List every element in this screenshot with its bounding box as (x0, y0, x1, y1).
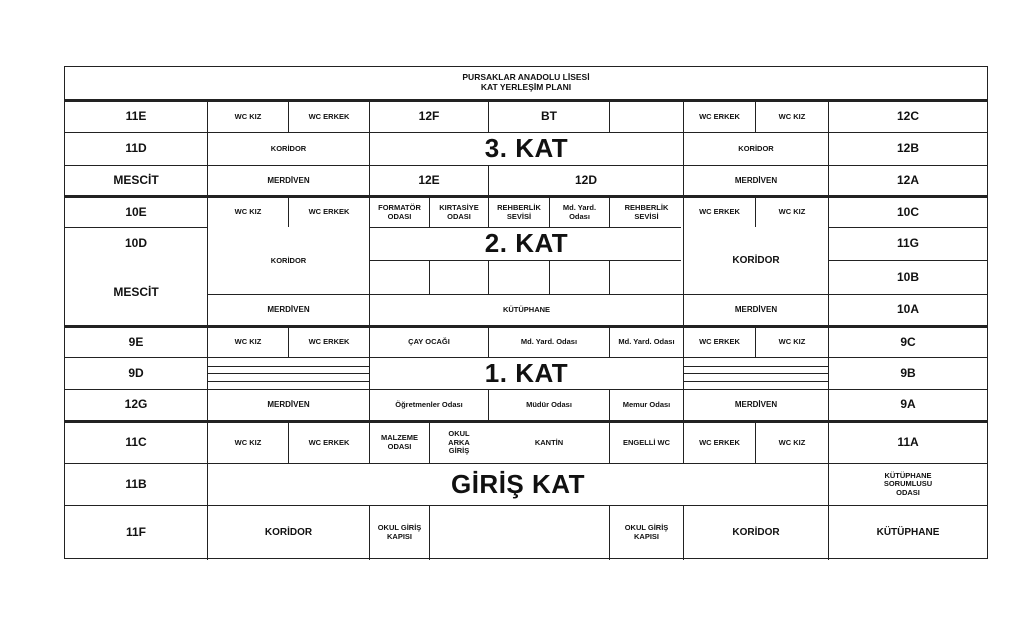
divider (549, 260, 550, 294)
merdiven: MERDİVEN (734, 175, 778, 185)
okul-arka-giris: OKUL ARKA GİRİŞ (448, 429, 470, 456)
mudur-odasi: Müdür Odası (526, 399, 572, 409)
wc-kiz: WC KIZ (234, 111, 262, 121)
room-10a: 10A (896, 302, 919, 317)
room-10c: 10C (896, 204, 919, 219)
room-12d: 12D (574, 172, 597, 187)
wc-kiz: WC KIZ (234, 437, 262, 447)
room-10d: 10D (124, 236, 147, 251)
md-yard-odasi: Md. Yard. Odası (562, 202, 597, 221)
room-12g: 12G (124, 397, 148, 412)
okul-giris-kapisi: OKUL GİRİŞ KAPISI (624, 523, 669, 541)
floor-1-title: 1. KAT (484, 357, 569, 388)
divider (683, 381, 828, 382)
wc-erkek: WC ERKEK (699, 337, 740, 347)
wc-kiz: WC KIZ (234, 337, 262, 347)
room-11f: 11F (125, 525, 146, 540)
koridor: KORİDOR (270, 255, 307, 265)
kirtasiye-odasi: KIRTASİYE ODASI (439, 202, 479, 221)
ogretmenler-odasi: Öğretmenler Odası (395, 399, 463, 409)
room-9d: 9D (128, 365, 144, 380)
mescit: MESCİT (113, 172, 159, 187)
koridor: KORİDOR (732, 255, 780, 267)
wc-kiz: WC KIZ (778, 111, 806, 121)
divider (429, 505, 430, 560)
wc-kiz: WC KIZ (778, 437, 806, 447)
wc-erkek: WC ERKEK (308, 437, 350, 447)
wc-erkek: WC ERKEK (308, 207, 350, 217)
koridor: KORİDOR (264, 527, 313, 539)
cay-ocagi: ÇAY OCAĞI (408, 337, 450, 347)
rehberlik-servisi: REHBERLİK SEVİSİ (497, 202, 541, 221)
room-12e: 12E (418, 172, 440, 187)
wc-erkek: WC ERKEK (699, 207, 740, 217)
wc-kiz: WC KIZ (234, 207, 262, 217)
md-yard-odasi: Md. Yard. Odası (618, 337, 675, 347)
merdiven: MERDİVEN (267, 305, 310, 315)
divider (609, 260, 610, 294)
md-yard-odasi: Md. Yard. Odası (520, 337, 578, 347)
room-12a: 12A (896, 172, 919, 187)
divider (609, 99, 610, 132)
ground-floor-title: GİRİŞ KAT (450, 468, 586, 499)
kantin: KANTİN (534, 437, 564, 447)
wc-erkek: WC ERKEK (308, 337, 350, 347)
malzeme-odasi: MALZEME ODASI (380, 433, 419, 451)
room-11g: 11G (896, 236, 920, 251)
wc-kiz: WC KIZ (778, 207, 806, 217)
divider (429, 260, 430, 294)
school-name: PURSAKLAR ANADOLU LİSESİ (462, 72, 590, 83)
wc-erkek: WC ERKEK (699, 111, 740, 121)
room-12f: 12F (418, 109, 440, 124)
divider (207, 366, 369, 367)
room-11c: 11C (125, 435, 147, 450)
merdiven: MERDİVEN (267, 400, 310, 410)
merdiven: MERDİVEN (734, 305, 778, 315)
floor-2-title: 2. KAT (484, 228, 569, 259)
kutuphane: KÜTÜPHANE (502, 304, 551, 314)
wc-erkek: WC ERKEK (699, 437, 740, 447)
room-11a: 11A (897, 435, 919, 450)
wc-erkek: WC ERKEK (308, 111, 350, 121)
room-10b: 10B (896, 269, 919, 284)
okul-giris-kapisi: OKUL GİRİŞ KAPISI (377, 523, 422, 541)
divider (369, 260, 681, 261)
koridor: KORİDOR (270, 143, 307, 153)
plan-subtitle: KAT YERLEŞİM PLANI (480, 82, 572, 92)
floor-3-title: 3. KAT (484, 133, 569, 164)
room-12c: 12C (896, 109, 919, 124)
wc-kiz: WC KIZ (778, 337, 806, 347)
floor-plan (64, 66, 988, 559)
room-11b: 11B (125, 476, 147, 491)
memur-odasi: Memur Odası (622, 399, 671, 409)
divider (488, 260, 489, 294)
room-9c: 9C (900, 334, 916, 349)
room-11e: 11E (125, 109, 147, 124)
formator-odasi: FORMATÖR ODASI (378, 202, 421, 221)
engelli-wc: ENGELLİ WC (622, 437, 671, 447)
kutuphane: KÜTÜPHANE (876, 527, 940, 539)
room-9b: 9B (900, 365, 916, 380)
divider (683, 366, 828, 367)
koridor: KORİDOR (738, 143, 774, 153)
room-9e: 9E (128, 334, 144, 349)
room-bt: BT (541, 109, 557, 124)
koridor: KORİDOR (732, 527, 780, 539)
divider (207, 373, 369, 374)
merdiven: MERDİVEN (267, 175, 310, 185)
rehberlik-servisi: REHBERLİK SEVİSİ (624, 202, 669, 221)
divider (207, 381, 369, 382)
room-12b: 12B (896, 141, 919, 156)
mescit: MESCİT (113, 285, 159, 300)
room-9a: 9A (900, 397, 916, 412)
kutuphane-sorumlusu-odasi: KÜTÜPHANE SORUMLUSU ODASI (883, 470, 933, 497)
plan-title (65, 67, 987, 99)
room-10e: 10E (125, 204, 147, 219)
divider (683, 373, 828, 374)
room-11d: 11D (125, 141, 147, 156)
merdiven: MERDİVEN (734, 400, 778, 410)
